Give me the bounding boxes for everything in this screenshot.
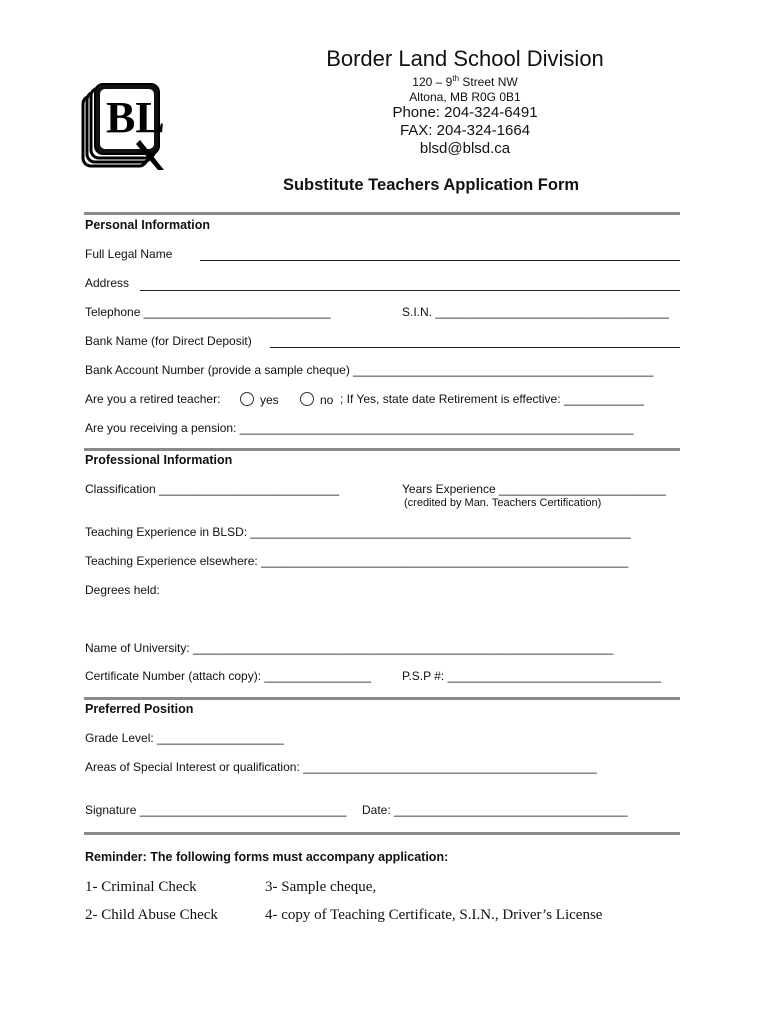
reminder-heading: Reminder: The following forms must accompany application: <box>85 850 449 864</box>
division-logo <box>80 82 172 174</box>
section-divider <box>84 697 680 700</box>
classification-field[interactable]: Classification ___________________________ <box>85 482 340 496</box>
section-divider <box>84 448 680 451</box>
reminder-item-certificate-copy: 4- copy of Teaching Certificate, S.I.N., Driver’s License <box>265 907 603 923</box>
radio-yes[interactable] <box>240 392 254 406</box>
grade-level-field[interactable]: Grade Level: ___________________ <box>85 731 284 745</box>
email-address: blsd@blsd.ca <box>419 140 511 157</box>
personal-heading: Personal Information <box>85 218 211 232</box>
address-field[interactable] <box>140 290 680 291</box>
retirement-date-field[interactable]: ; If Yes, state date Retirement is effective: ____________ <box>340 392 644 406</box>
signature-field[interactable]: Signature _______________________________ <box>85 803 347 817</box>
section-divider <box>84 832 680 835</box>
professional-heading: Professional Information <box>85 453 233 467</box>
pension-field[interactable]: Are you receiving a pension: ___________________________________________________________ <box>85 421 634 435</box>
telephone-field[interactable]: Telephone ____________________________ <box>85 305 331 319</box>
blsd-experience-field[interactable]: Teaching Experience in BLSD: _________________________________________________________ <box>85 525 631 539</box>
elsewhere-experience-field[interactable]: Teaching Experience elsewhere: _______________________________________________________ <box>85 554 629 568</box>
radio-no[interactable] <box>300 392 314 406</box>
psp-field[interactable]: P.S.P #: ________________________________ <box>402 669 662 683</box>
form-title: Substitute Teachers Application Form <box>282 176 580 194</box>
bank-name-field[interactable] <box>270 347 680 348</box>
degrees-label: Degrees held: <box>85 583 160 597</box>
phone-number: Phone: 204-324-6491 <box>392 104 538 121</box>
reminder-item-criminal-check: 1- Criminal Check <box>85 879 197 895</box>
reminder-item-child-abuse-check: 2- Child Abuse Check <box>85 907 218 923</box>
date-field[interactable]: Date: ___________________________________ <box>362 803 628 817</box>
university-field[interactable]: Name of University: _______________________________________________________________ <box>85 641 614 655</box>
address-label: Address <box>85 276 130 290</box>
full-name-field[interactable] <box>200 260 680 261</box>
credited-note: (credited by Man. Teachers Certification) <box>404 497 602 509</box>
fax-number: FAX: 204-324-1664 <box>399 122 531 139</box>
sin-field[interactable]: S.I.N. ___________________________________ <box>402 305 669 319</box>
org-name: Border Land School Division <box>326 46 604 71</box>
reminder-item-sample-cheque: 3- Sample cheque, <box>265 879 377 895</box>
address-line2: Altona, MB R0G 0B1 <box>409 90 521 104</box>
address-line1: 120 – 9th Street NW <box>412 74 518 89</box>
retired-label: Are you a retired teacher: <box>85 392 221 406</box>
certificate-field[interactable]: Certificate Number (attach copy): ________________ <box>85 669 372 683</box>
bank-account-field[interactable]: Bank Account Number (provide a sample cheque) _____________________________________________ <box>85 363 654 377</box>
section-divider <box>84 212 680 215</box>
preferred-heading: Preferred Position <box>85 702 194 716</box>
retired-yes-option[interactable]: yes <box>240 392 279 407</box>
retired-no-option[interactable]: no <box>300 392 333 407</box>
years-experience-field[interactable]: Years Experience _________________________ <box>402 482 666 496</box>
special-interest-field[interactable]: Areas of Special Interest or qualification: ____________________________________________ <box>85 760 597 774</box>
logo-letters: BL <box>106 93 165 142</box>
bank-name-label: Bank Name (for Direct Deposit) <box>85 334 252 348</box>
full-name-label: Full Legal Name <box>85 247 173 261</box>
